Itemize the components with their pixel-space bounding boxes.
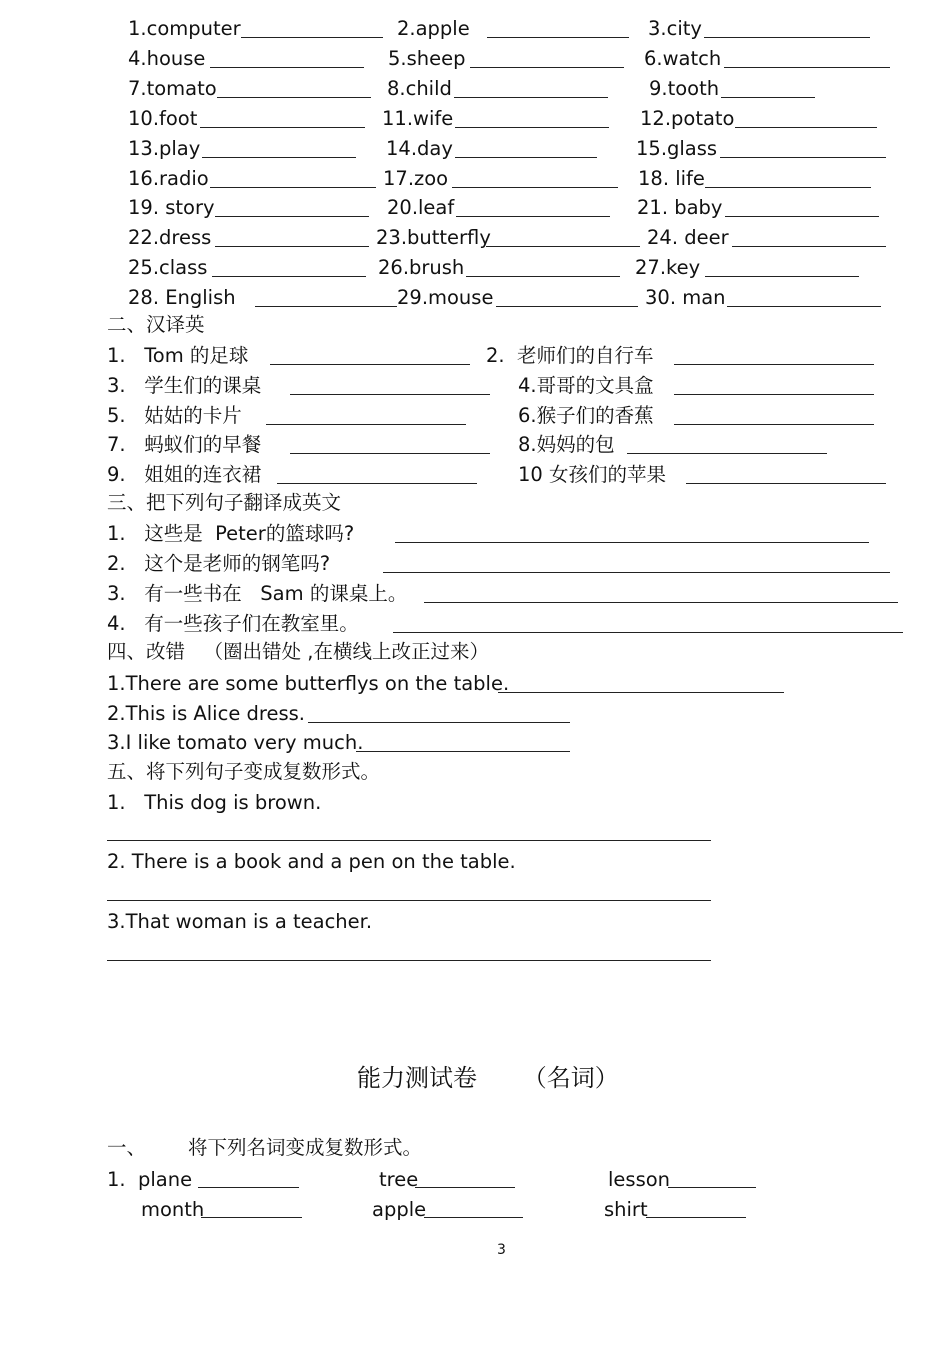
answer-line[interactable] [720,157,886,158]
answer-line[interactable] [627,453,827,454]
sentence-item: 1. This dog is brown. [107,791,322,814]
sentence-item: 2.This is Alice dress. [107,702,305,725]
noun-item: 6.watch [644,47,722,70]
page-number: 3 [497,1242,506,1258]
noun-item: 13.play [128,137,201,160]
answer-line[interactable] [466,276,620,277]
noun-item: 18. life [638,167,705,190]
noun-item: 15.glass [636,137,718,160]
noun-item: 16.radio [128,167,209,190]
answer-line[interactable] [107,960,711,961]
sentence-item: 1. 这些是 Peter的篮球吗? [107,522,355,545]
noun-item: 17.zoo [383,167,449,190]
answer-line[interactable] [668,1187,756,1188]
section-heading: 二、汉译英 [107,313,205,336]
answer-line[interactable] [241,37,383,38]
noun-item: 21. baby [637,196,723,219]
answer-line[interactable] [202,157,356,158]
noun-item: 8.child [387,77,452,100]
answer-line[interactable] [452,187,618,188]
sentence-item: 3.I like tomato very much. [107,731,364,754]
answer-line[interactable] [395,542,869,543]
answer-line[interactable] [383,572,890,573]
phrase-item: 5. 姑姑的卡片 [107,404,242,427]
answer-line[interactable] [705,187,871,188]
phrase-item: 9. 姐姐的连衣裙 [107,463,262,486]
noun-item: 10.foot [128,107,198,130]
answer-line[interactable] [704,37,870,38]
noun-item: 1. plane [107,1168,193,1191]
noun-item: 9.tooth [649,77,720,100]
answer-line[interactable] [487,37,629,38]
answer-line[interactable] [415,1187,515,1188]
phrase-item: 4.哥哥的文具盒 [518,374,654,397]
noun-item: tree [379,1168,419,1191]
answer-line[interactable] [725,216,879,217]
answer-line[interactable] [674,424,874,425]
answer-line[interactable] [210,67,364,68]
answer-line[interactable] [727,306,881,307]
answer-line[interactable] [212,276,366,277]
noun-item: 2.apple [397,17,470,40]
sentence-item: 4. 有一些孩子们在教室里。 [107,612,359,635]
section-heading: 四、改错 （圈出错处 ,在横线上改正过来） [107,640,489,663]
phrase-item: 6.猴子们的香蕉 [518,404,654,427]
noun-item: 24. deer [647,226,729,249]
sentence-item: 3.That woman is a teacher. [107,910,373,933]
noun-item: 28. English [128,286,236,309]
answer-line[interactable] [255,306,397,307]
answer-line[interactable] [290,453,490,454]
answer-line[interactable] [646,1217,746,1218]
answer-line[interactable] [201,1217,302,1218]
noun-item: 14.day [386,137,453,160]
answer-line[interactable] [498,692,784,693]
noun-item: 27.key [635,256,701,279]
sentence-item: 3. 有一些书在 Sam 的课桌上。 [107,582,408,605]
noun-item: 25.class [128,256,208,279]
noun-item: 26.brush [378,256,465,279]
noun-item: 7.tomato [128,77,217,100]
section-number: 一、 [107,1136,147,1159]
answer-line[interactable] [393,632,903,633]
answer-line[interactable] [705,276,859,277]
answer-line[interactable] [674,394,874,395]
answer-line[interactable] [215,216,369,217]
noun-item: 22.dress [128,226,212,249]
section-heading: 三、把下列句子翻译成英文 [107,491,342,514]
answer-line[interactable] [277,483,477,484]
answer-line[interactable] [356,751,570,752]
phrase-item: 7. 蚂蚁们的早餐 [107,433,262,456]
phrase-item: 3. 学生们的课桌 [107,374,262,397]
answer-line[interactable] [215,246,369,247]
sentence-item: 2. There is a book and a pen on the table. [107,850,516,873]
answer-line[interactable] [107,840,711,841]
answer-line[interactable] [486,246,640,247]
answer-line[interactable] [455,157,597,158]
page-title: 能力测试卷 （名词） [357,1064,619,1092]
answer-line[interactable] [266,424,466,425]
noun-item: 3.city [648,17,702,40]
answer-line[interactable] [424,1217,523,1218]
answer-line[interactable] [270,364,470,365]
sentence-item: 1.There are some butterflys on the table. [107,672,510,695]
sentence-item: 2. 这个是老师的钢笔吗? [107,552,331,575]
noun-item: shirt [604,1198,648,1221]
answer-line[interactable] [724,67,890,68]
noun-item: 29.mouse [397,286,494,309]
phrase-item: 1. Tom 的足球 [107,344,249,367]
noun-item: 20.leaf [387,196,455,219]
noun-item: 30. man [645,286,726,309]
answer-line[interactable] [210,187,376,188]
noun-item: 19. story [128,196,215,219]
answer-line[interactable] [496,306,638,307]
answer-line[interactable] [735,127,877,128]
noun-item: 4.house [128,47,206,70]
noun-item: month [141,1198,205,1221]
answer-line[interactable] [674,364,874,365]
answer-line[interactable] [455,127,609,128]
noun-item: 1.computer [128,17,241,40]
answer-line[interactable] [732,246,886,247]
answer-line[interactable] [424,602,898,603]
phrase-item: 10 女孩们的苹果 [518,463,667,486]
answer-line[interactable] [456,216,610,217]
answer-line[interactable] [721,97,815,98]
answer-line[interactable] [198,1187,299,1188]
phrase-item: 8.妈妈的包 [518,433,615,456]
noun-item: apple [372,1198,427,1221]
section-heading: 将下列名词变成复数形式。 [188,1136,423,1159]
noun-item: 11.wife [382,107,454,130]
noun-item: lesson [608,1168,671,1191]
noun-item: 5.sheep [388,47,466,70]
answer-line[interactable] [308,722,570,723]
answer-line[interactable] [217,97,371,98]
phrase-item: 2. 老师们的自行车 [486,344,654,367]
noun-item: 12.potato [640,107,735,130]
answer-line[interactable] [470,67,624,68]
answer-line[interactable] [290,394,490,395]
noun-item: 23.butterfly [376,226,491,249]
section-heading: 五、将下列句子变成复数形式。 [107,760,381,783]
answer-line[interactable] [454,97,608,98]
answer-line[interactable] [200,127,365,128]
answer-line[interactable] [107,900,711,901]
answer-line[interactable] [686,483,886,484]
